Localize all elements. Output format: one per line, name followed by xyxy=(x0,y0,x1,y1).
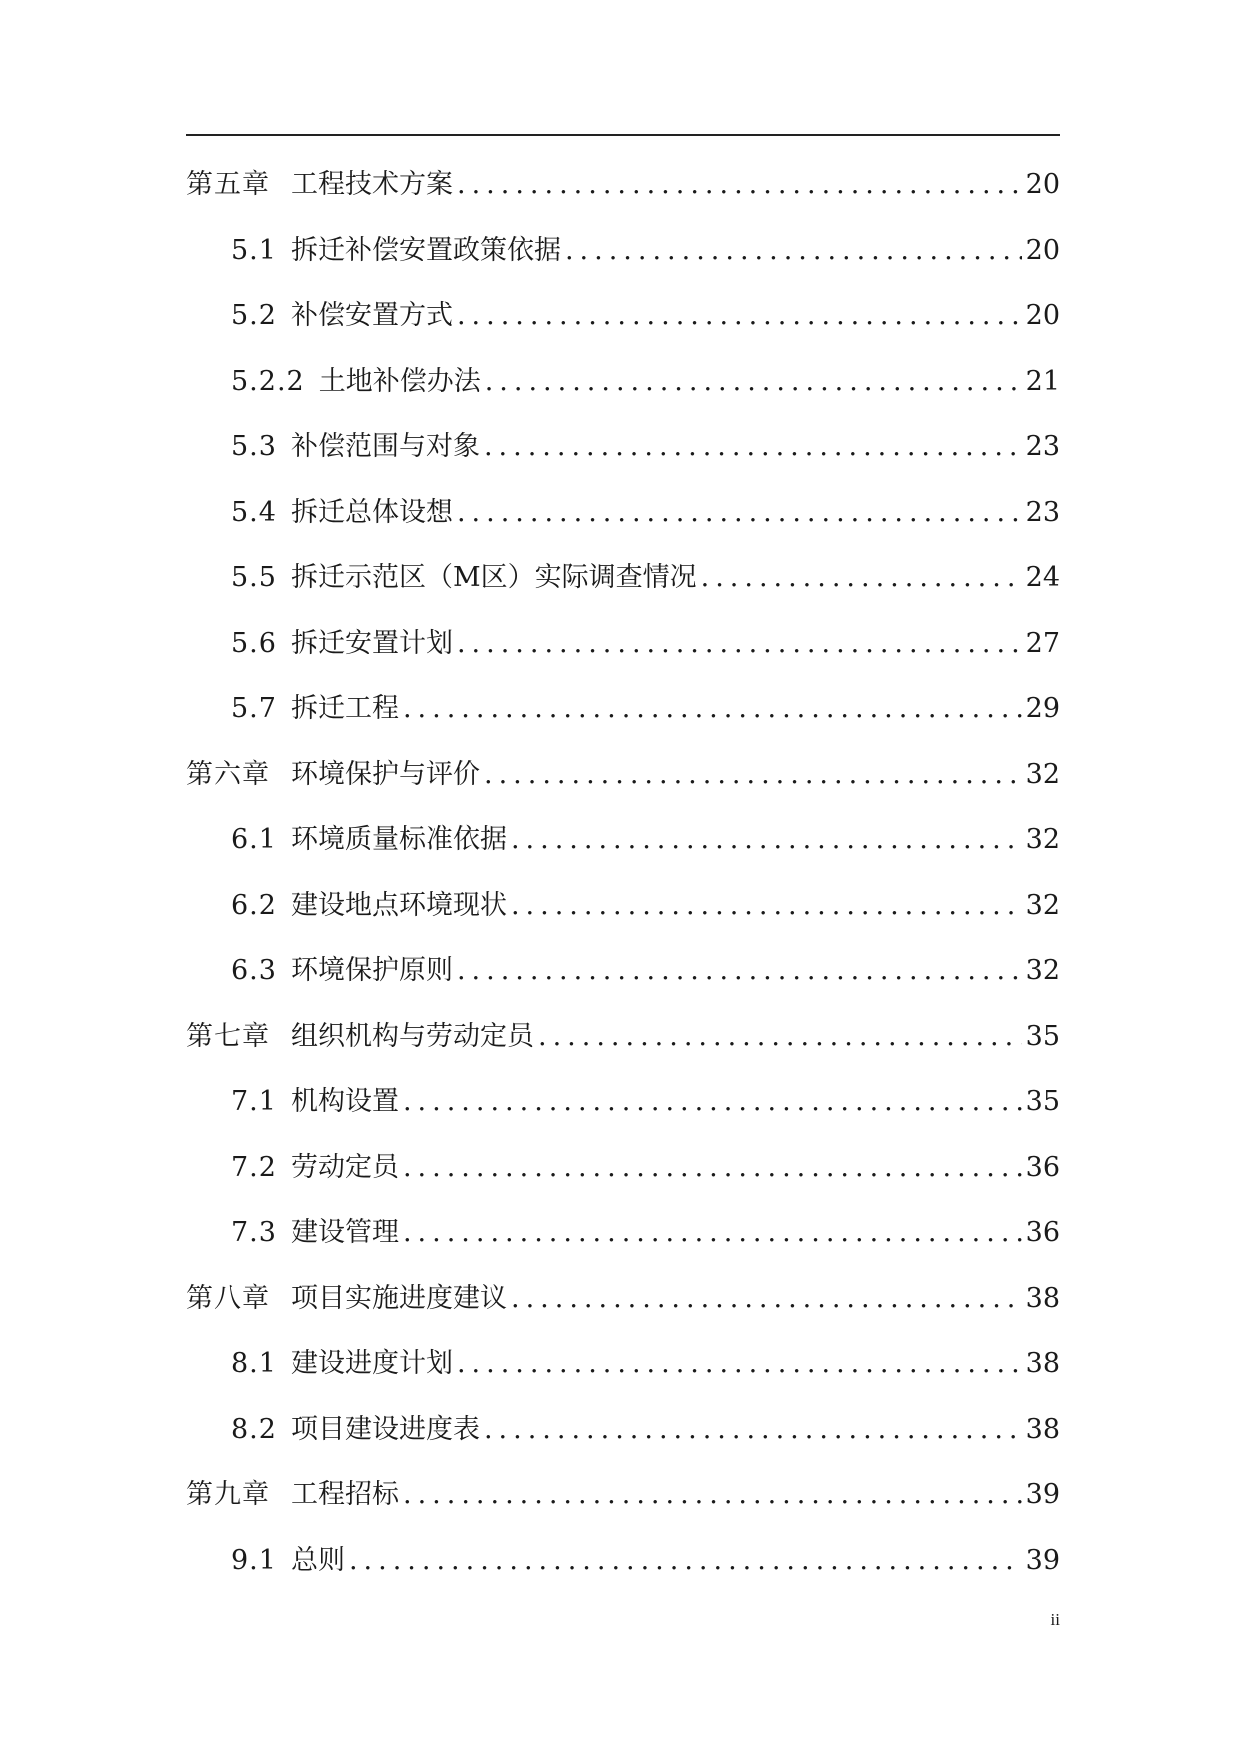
toc-leader-dots xyxy=(511,807,1022,873)
toc-leader-dots xyxy=(484,742,1022,808)
toc-entry-number: 5.2.2 xyxy=(231,365,305,397)
toc-entry-title: 环境质量标准依据 xyxy=(290,824,507,855)
toc-entry-number: 6.2 xyxy=(231,889,277,921)
toc-entry-page: 29 xyxy=(1025,693,1060,724)
toc-entry-title: 拆迁工程 xyxy=(290,693,399,724)
toc-entry-number: 5.1 xyxy=(231,234,277,266)
toc-entry-title: 组织机构与劳动定员 xyxy=(291,1020,534,1052)
toc-leader-dots xyxy=(403,1069,1022,1135)
toc-entry-page: 35 xyxy=(1025,1020,1060,1052)
toc-entry[interactable] xyxy=(186,545,1060,611)
page-number: ii xyxy=(1050,1610,1060,1629)
toc-entry-title: 土地补偿办法 xyxy=(318,365,481,397)
toc-entry-title: 建设管理 xyxy=(290,1217,399,1248)
toc-entry-page: 20 xyxy=(1025,234,1060,266)
toc-entry-title: 拆迁安置计划 xyxy=(290,627,453,659)
toc-leader-dots xyxy=(457,611,1022,677)
toc-entry-title: 拆迁总体设想 xyxy=(290,496,453,528)
toc-leader-dots xyxy=(349,1528,1022,1594)
toc-entry-number: 第八章 xyxy=(186,1282,270,1314)
toc-entry-number: 5.4 xyxy=(231,496,277,528)
toc-leader-dots xyxy=(457,938,1022,1004)
toc-leader-dots xyxy=(511,1266,1022,1332)
toc-entry-number: 5.2 xyxy=(231,300,277,331)
toc-entry[interactable] xyxy=(186,742,1060,808)
table-of-contents xyxy=(186,152,1060,1593)
toc-entry[interactable] xyxy=(186,1397,1060,1463)
toc-entry-number: 5.6 xyxy=(231,627,277,659)
header-rule xyxy=(186,134,1060,136)
toc-entry-page: 38 xyxy=(1025,1348,1060,1379)
toc-entry-title: 建设地点环境现状 xyxy=(290,889,507,921)
toc-leader-dots xyxy=(484,1397,1022,1463)
toc-entry-number: 第七章 xyxy=(186,1020,270,1052)
toc-leader-dots xyxy=(403,1200,1022,1266)
toc-leader-dots xyxy=(538,1004,1022,1070)
toc-entry-number: 5.5 xyxy=(231,562,277,593)
toc-entry-page: 24 xyxy=(1025,562,1060,593)
toc-entry-title: 补偿范围与对象 xyxy=(290,431,480,462)
toc-entry-page: 20 xyxy=(1025,300,1060,331)
toc-leader-dots xyxy=(511,873,1022,939)
toc-leader-dots xyxy=(565,218,1022,284)
toc-entry[interactable] xyxy=(186,414,1060,480)
toc-entry-number: 8.1 xyxy=(231,1348,277,1379)
toc-leader-dots xyxy=(485,349,1022,415)
toc-leader-dots xyxy=(457,1331,1022,1397)
toc-entry-page: 39 xyxy=(1025,1479,1060,1510)
toc-entry[interactable] xyxy=(186,283,1060,349)
toc-entry[interactable] xyxy=(186,1135,1060,1201)
toc-entry-title: 项目建设进度表 xyxy=(290,1413,480,1445)
toc-entry-page: 38 xyxy=(1025,1413,1060,1445)
toc-entry-number: 9.1 xyxy=(231,1544,277,1576)
toc-entry-page: 23 xyxy=(1025,496,1060,528)
toc-entry-number: 7.2 xyxy=(231,1151,277,1183)
toc-entry-title: 劳动定员 xyxy=(290,1151,399,1183)
toc-entry-number: 6.1 xyxy=(231,824,277,855)
toc-entry[interactable] xyxy=(186,1266,1060,1332)
toc-entry-page: 32 xyxy=(1025,889,1060,921)
toc-entry-title: 环境保护原则 xyxy=(290,955,453,986)
toc-entry-page: 32 xyxy=(1025,824,1060,855)
toc-entry-page: 21 xyxy=(1025,365,1060,397)
toc-entry[interactable] xyxy=(186,349,1060,415)
toc-entry-page: 23 xyxy=(1025,431,1060,462)
toc-entry-page: 36 xyxy=(1025,1217,1060,1248)
toc-entry-page: 32 xyxy=(1025,955,1060,986)
toc-entry[interactable] xyxy=(186,611,1060,677)
toc-entry[interactable] xyxy=(186,1528,1060,1594)
toc-entry-number: 7.1 xyxy=(231,1086,277,1117)
toc-leader-dots xyxy=(403,1135,1022,1201)
toc-leader-dots xyxy=(457,152,1022,218)
toc-entry-page: 36 xyxy=(1025,1151,1060,1183)
toc-entry-page: 38 xyxy=(1025,1282,1060,1314)
toc-entry[interactable] xyxy=(186,218,1060,284)
toc-entry-title: 建设进度计划 xyxy=(290,1348,453,1379)
toc-entry-number: 6.3 xyxy=(231,955,277,986)
toc-entry[interactable] xyxy=(186,1331,1060,1397)
toc-entry-number: 第九章 xyxy=(186,1479,270,1510)
toc-entry[interactable] xyxy=(186,152,1060,218)
toc-entry-title: 总则 xyxy=(290,1544,345,1576)
toc-entry-number: 5.3 xyxy=(231,431,277,462)
toc-entry-page: 32 xyxy=(1025,758,1060,790)
toc-entry-number: 第六章 xyxy=(186,758,270,790)
toc-entry-title: 拆迁示范区（M区）实际调查情况 xyxy=(290,562,697,593)
toc-entry-title: 工程招标 xyxy=(291,1479,399,1510)
toc-entry-number: 8.2 xyxy=(231,1413,277,1445)
toc-entry-title: 机构设置 xyxy=(290,1086,399,1117)
toc-leader-dots xyxy=(457,283,1022,349)
toc-entry[interactable] xyxy=(186,1069,1060,1135)
toc-entry[interactable] xyxy=(186,938,1060,1004)
toc-entry[interactable] xyxy=(186,480,1060,546)
toc-entry[interactable] xyxy=(186,1462,1060,1528)
toc-entry-title: 项目实施进度建议 xyxy=(291,1282,507,1314)
toc-leader-dots xyxy=(403,676,1022,742)
toc-entry[interactable] xyxy=(186,1200,1060,1266)
toc-entry-number: 第五章 xyxy=(186,169,270,200)
toc-leader-dots xyxy=(457,480,1022,546)
toc-entry-number: 5.7 xyxy=(231,693,277,724)
toc-entry-page: 27 xyxy=(1025,627,1060,659)
toc-entry-title: 环境保护与评价 xyxy=(291,758,480,790)
toc-entry-title: 拆迁补偿安置政策依据 xyxy=(290,234,561,266)
toc-entry-number: 7.3 xyxy=(231,1217,277,1248)
toc-entry-page: 39 xyxy=(1025,1544,1060,1576)
toc-entry-page: 20 xyxy=(1025,169,1060,200)
toc-leader-dots xyxy=(403,1462,1022,1528)
toc-entry[interactable] xyxy=(186,1004,1060,1070)
toc-entry[interactable] xyxy=(186,676,1060,742)
toc-entry-title: 工程技术方案 xyxy=(291,169,453,200)
toc-entry-title: 补偿安置方式 xyxy=(290,300,453,331)
toc-entry[interactable] xyxy=(186,807,1060,873)
toc-leader-dots xyxy=(701,545,1022,611)
toc-leader-dots xyxy=(484,414,1022,480)
toc-entry-page: 35 xyxy=(1025,1086,1060,1117)
toc-entry[interactable] xyxy=(186,873,1060,939)
